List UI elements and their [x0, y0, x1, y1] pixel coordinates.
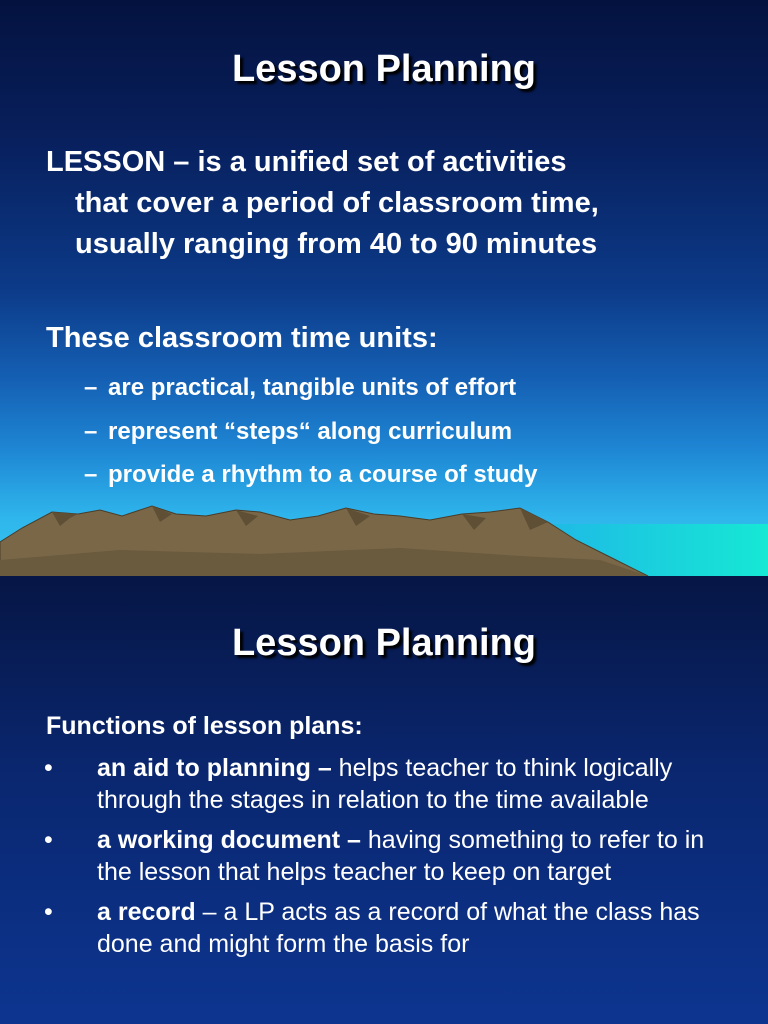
definition-line: LESSON – is a unified set of activities [46, 146, 567, 178]
units-heading: These classroom time units: [46, 322, 438, 354]
list-item [84, 414, 537, 458]
lesson-definition [46, 142, 736, 265]
function-term: a record [97, 898, 196, 926]
bullet-marker: • [44, 754, 53, 782]
function-description: having something to refer to in the lesson that helps teacher to keep on target [97, 826, 705, 886]
functions-list [44, 752, 734, 968]
function-term: an aid to planning – [97, 754, 332, 782]
list-item-text: provide a rhythm to a course of study [108, 461, 538, 488]
list-item [44, 824, 734, 888]
function-description: – a LP acts as a record of what the class has done and might form the basis for [97, 898, 700, 958]
list-item-text: represent “steps“ along curriculum [108, 417, 513, 445]
list-item [44, 752, 734, 816]
slide-title: Lesson Planning [231, 622, 537, 664]
function-term: a working document – [97, 826, 361, 854]
units-list [84, 370, 537, 501]
function-description: helps teacher to think logically through the stages in relation to the time available [97, 754, 673, 814]
dash-marker: – [84, 417, 98, 445]
definition-line: usually ranging from 40 to 90 minutes [75, 228, 598, 260]
bullet-marker: • [44, 898, 53, 926]
definition-line: that cover a period of classroom time, [75, 187, 599, 219]
list-item-text: are practical, tangible units of effort [108, 374, 517, 401]
dash-marker: – [84, 374, 98, 401]
list-item [84, 457, 537, 501]
slide-title: Lesson Planning [231, 48, 537, 90]
slide-2 [0, 576, 768, 1024]
functions-heading: Functions of lesson plans: [46, 712, 363, 740]
dash-marker: – [84, 461, 98, 488]
bullet-marker: • [44, 826, 53, 854]
list-item [44, 896, 734, 960]
list-item [84, 370, 537, 414]
mountain-landscape [0, 500, 768, 576]
